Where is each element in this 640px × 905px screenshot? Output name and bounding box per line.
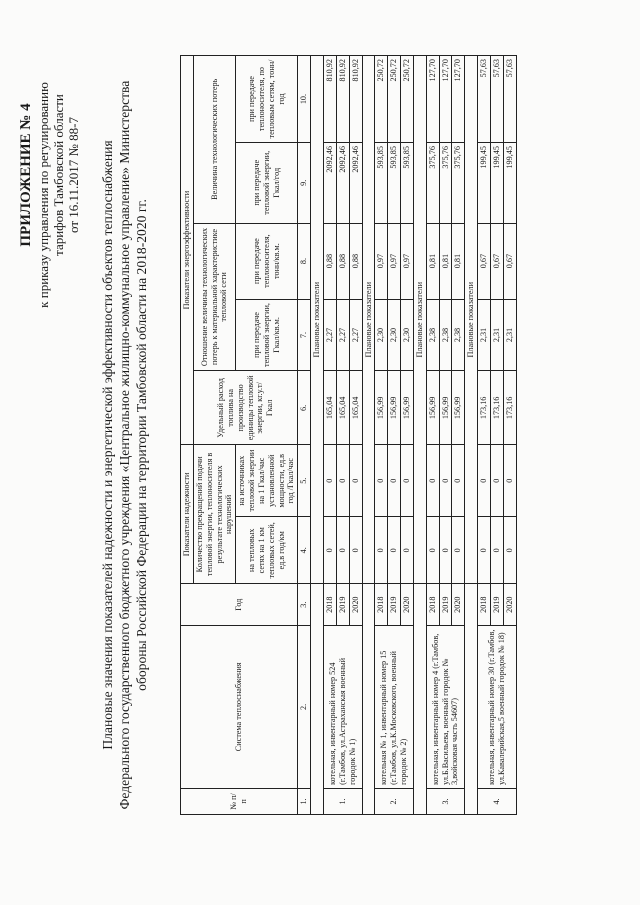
value-cell: 2,31 bbox=[490, 299, 503, 371]
colnum: 5. bbox=[298, 445, 311, 517]
value-cell: 2,27 bbox=[349, 299, 362, 371]
table-row bbox=[323, 56, 336, 815]
row-num: 1. bbox=[323, 788, 362, 814]
value-cell: 156,99 bbox=[439, 371, 452, 445]
value-cell: 0 bbox=[388, 517, 401, 584]
value-cell: 57,63 bbox=[503, 56, 516, 143]
value-cell: 593,85 bbox=[401, 143, 414, 223]
header-ratio-carrier: при передаче теплоносителя, тонн/кв.м. bbox=[236, 223, 298, 299]
value-cell: 0 bbox=[503, 445, 516, 517]
year-cell: 2020 bbox=[452, 584, 465, 625]
header-num: № п/п bbox=[181, 788, 298, 814]
system-name: котельная, инвентарный номер 524 (г.Тамбов, ул.Астраханская военный городок № 1) bbox=[323, 625, 362, 788]
value-cell: 0,81 bbox=[426, 223, 439, 299]
header-reliability: Показатели надежности bbox=[181, 445, 194, 584]
value-cell: 2092,46 bbox=[349, 143, 362, 223]
year-cell: 2018 bbox=[426, 584, 439, 625]
value-cell: 156,99 bbox=[375, 371, 388, 445]
header-loss-carrier: при передаче теплоносителя, по тепловым сетям, тонн/год bbox=[236, 56, 298, 143]
value-cell: 810,92 bbox=[336, 56, 349, 143]
system-name: котельная № 1, инвентарный номер 15 (г.Тамбов, ул.К.Московского, военный городок № 2) bbox=[375, 625, 414, 788]
value-cell: 165,04 bbox=[323, 371, 336, 445]
value-cell: 57,63 bbox=[490, 56, 503, 143]
value-cell: 0,81 bbox=[439, 223, 452, 299]
value-cell: 127,70 bbox=[452, 56, 465, 143]
value-cell: 165,04 bbox=[336, 371, 349, 445]
year-cell: 2019 bbox=[490, 584, 503, 625]
value-cell: 0,67 bbox=[478, 223, 491, 299]
colnum: 1. bbox=[298, 788, 311, 814]
year-cell: 2018 bbox=[375, 584, 388, 625]
value-cell: 0 bbox=[401, 517, 414, 584]
value-cell: 2,38 bbox=[452, 299, 465, 371]
header-ratio-heat: при передаче тепловой энергии, Гкал/кв.м. bbox=[236, 299, 298, 371]
value-cell: 0,67 bbox=[503, 223, 516, 299]
value-cell: 2,30 bbox=[388, 299, 401, 371]
value-cell: 375,76 bbox=[426, 143, 439, 223]
table-row bbox=[426, 56, 439, 815]
year-cell: 2020 bbox=[349, 584, 362, 625]
value-cell: 0 bbox=[478, 517, 491, 584]
value-cell: 0 bbox=[375, 445, 388, 517]
value-cell: 2092,46 bbox=[323, 143, 336, 223]
value-cell: 0 bbox=[349, 445, 362, 517]
appendix-line-2: тарифов Тамбовской области bbox=[51, 94, 66, 256]
value-cell: 0 bbox=[452, 445, 465, 517]
value-cell: 0,88 bbox=[349, 223, 362, 299]
value-cell: 0 bbox=[426, 445, 439, 517]
value-cell: 0,88 bbox=[323, 223, 336, 299]
section-blank bbox=[465, 584, 478, 815]
value-cell: 57,63 bbox=[478, 56, 491, 143]
value-cell: 0 bbox=[388, 445, 401, 517]
value-cell: 0 bbox=[336, 517, 349, 584]
year-cell: 2018 bbox=[478, 584, 491, 625]
header-reliability-sub: Количество прекращений подачи тепловой энергии, теплоносителя в результате технологических нарушений bbox=[193, 445, 235, 584]
year-cell: 2019 bbox=[336, 584, 349, 625]
header-year: Год bbox=[181, 584, 298, 625]
table-row bbox=[375, 56, 388, 815]
value-cell: 156,99 bbox=[401, 371, 414, 445]
value-cell: 127,70 bbox=[439, 56, 452, 143]
year-cell: 2019 bbox=[388, 584, 401, 625]
header-system: Система теплоснабжения bbox=[181, 625, 298, 788]
year-cell: 2020 bbox=[503, 584, 516, 625]
value-cell: 2,38 bbox=[439, 299, 452, 371]
section-label: Плановые показатели bbox=[311, 56, 324, 585]
value-cell: 2,27 bbox=[323, 299, 336, 371]
header-energy: Показатели энергоэффективности bbox=[181, 56, 194, 445]
value-cell: 0 bbox=[426, 517, 439, 584]
colnum: 6. bbox=[298, 371, 311, 445]
year-cell: 2020 bbox=[401, 584, 414, 625]
document-title-line-1: Плановые значения показателей надежности и энергетической эффективности объектов теплоснабжения bbox=[100, 140, 115, 750]
value-cell: 0 bbox=[349, 517, 362, 584]
value-cell: 250,72 bbox=[401, 56, 414, 143]
header-net: на тепловых сетях на 1 км тепловых сетей, ед.в год/км bbox=[236, 517, 298, 584]
section-row bbox=[311, 56, 324, 815]
section-row bbox=[362, 56, 375, 815]
header-loss-heat: при передаче тепловой энергии, Гкал/год bbox=[236, 143, 298, 223]
header-losses: Величина технологических потерь bbox=[193, 56, 235, 224]
colnum: 3. bbox=[298, 584, 311, 625]
value-cell: 0 bbox=[401, 445, 414, 517]
value-cell: 156,99 bbox=[388, 371, 401, 445]
value-cell: 0 bbox=[478, 445, 491, 517]
colnum: 8. bbox=[298, 223, 311, 299]
value-cell: 810,92 bbox=[349, 56, 362, 143]
value-cell: 199,45 bbox=[490, 143, 503, 223]
value-cell: 173,16 bbox=[503, 371, 516, 445]
system-name: котельная, инвентарный номер 30 (г.Тамбов, ул.Кавалерийская,5 военный городок № 18) bbox=[478, 625, 517, 788]
appendix-line-1: к приказу управления по регулированию bbox=[36, 82, 51, 308]
colnum: 4. bbox=[298, 517, 311, 584]
value-cell: 199,45 bbox=[503, 143, 516, 223]
row-num: 3. bbox=[426, 788, 465, 814]
value-cell: 0 bbox=[490, 517, 503, 584]
indicators-table bbox=[180, 55, 517, 815]
value-cell: 127,70 bbox=[426, 56, 439, 143]
value-cell: 375,76 bbox=[452, 143, 465, 223]
value-cell: 0,97 bbox=[401, 223, 414, 299]
section-row bbox=[413, 56, 426, 815]
colnum: 9. bbox=[298, 143, 311, 223]
row-num: 4. bbox=[478, 788, 517, 814]
value-cell: 0 bbox=[452, 517, 465, 584]
header-source: на источниках тепловой энергии на 1 Гкал/час установленной мощности, ед.в год /Гкал/час bbox=[236, 445, 298, 517]
value-cell: 173,16 bbox=[490, 371, 503, 445]
section-label: Плановые показатели bbox=[362, 56, 375, 585]
value-cell: 0,97 bbox=[375, 223, 388, 299]
value-cell: 0,81 bbox=[452, 223, 465, 299]
appendix-title: ПРИЛОЖЕНИЕ № 4 bbox=[18, 103, 34, 247]
value-cell: 2,27 bbox=[336, 299, 349, 371]
value-cell: 2,38 bbox=[426, 299, 439, 371]
value-cell: 2,31 bbox=[478, 299, 491, 371]
year-cell: 2018 bbox=[323, 584, 336, 625]
row-num: 2. bbox=[375, 788, 414, 814]
header-fuel: Удельный расход топлива на производство единицы тепловой энергии, кг.у.т/Гкал bbox=[193, 371, 297, 445]
colnum: 7. bbox=[298, 299, 311, 371]
table-body bbox=[311, 56, 517, 815]
value-cell: 0 bbox=[323, 445, 336, 517]
value-cell: 250,72 bbox=[388, 56, 401, 143]
value-cell: 0 bbox=[503, 517, 516, 584]
value-cell: 0,67 bbox=[490, 223, 503, 299]
value-cell: 593,85 bbox=[388, 143, 401, 223]
document-title-line-2: Федерального государственного бюджетного учреждения «Центральное жилищно-коммунальное управление» Министерства bbox=[117, 80, 132, 810]
value-cell: 0 bbox=[439, 517, 452, 584]
value-cell: 0 bbox=[336, 445, 349, 517]
value-cell: 2,31 bbox=[503, 299, 516, 371]
header-ratio: Отношение величины технологических потерь к материальной характеристике тепловой сети bbox=[193, 223, 235, 371]
value-cell: 375,76 bbox=[439, 143, 452, 223]
section-blank bbox=[311, 584, 324, 815]
value-cell: 0 bbox=[323, 517, 336, 584]
section-row bbox=[465, 56, 478, 815]
appendix-line-3: от 16.11.2017 № 88-7 bbox=[66, 117, 81, 234]
value-cell: 173,16 bbox=[478, 371, 491, 445]
system-name: котельная, инвентарный номер 4 (г.Тамбов, ул.Б.Васильева, военный городок № 3,войсковая часть 54607) bbox=[426, 625, 465, 788]
value-cell: 593,85 bbox=[375, 143, 388, 223]
table-row bbox=[478, 56, 491, 815]
document-title-line-3: обороны Российской Федерации на территории Тамбовской области на 2018-2020 гг. bbox=[134, 199, 149, 691]
section-label: Плановые показатели bbox=[465, 56, 478, 585]
value-cell: 199,45 bbox=[478, 143, 491, 223]
value-cell: 156,99 bbox=[452, 371, 465, 445]
value-cell: 2092,46 bbox=[336, 143, 349, 223]
section-blank bbox=[413, 584, 426, 815]
section-blank bbox=[362, 584, 375, 815]
value-cell: 2,30 bbox=[401, 299, 414, 371]
value-cell: 0 bbox=[375, 517, 388, 584]
value-cell: 0,97 bbox=[388, 223, 401, 299]
year-cell: 2019 bbox=[439, 584, 452, 625]
value-cell: 0,88 bbox=[336, 223, 349, 299]
value-cell: 810,92 bbox=[323, 56, 336, 143]
colnum: 10. bbox=[298, 56, 311, 143]
value-cell: 165,04 bbox=[349, 371, 362, 445]
value-cell: 156,99 bbox=[426, 371, 439, 445]
value-cell: 2,30 bbox=[375, 299, 388, 371]
value-cell: 0 bbox=[439, 445, 452, 517]
value-cell: 0 bbox=[490, 445, 503, 517]
section-label: Плановые показатели bbox=[413, 56, 426, 585]
value-cell: 250,72 bbox=[375, 56, 388, 143]
colnum: 2. bbox=[298, 625, 311, 788]
